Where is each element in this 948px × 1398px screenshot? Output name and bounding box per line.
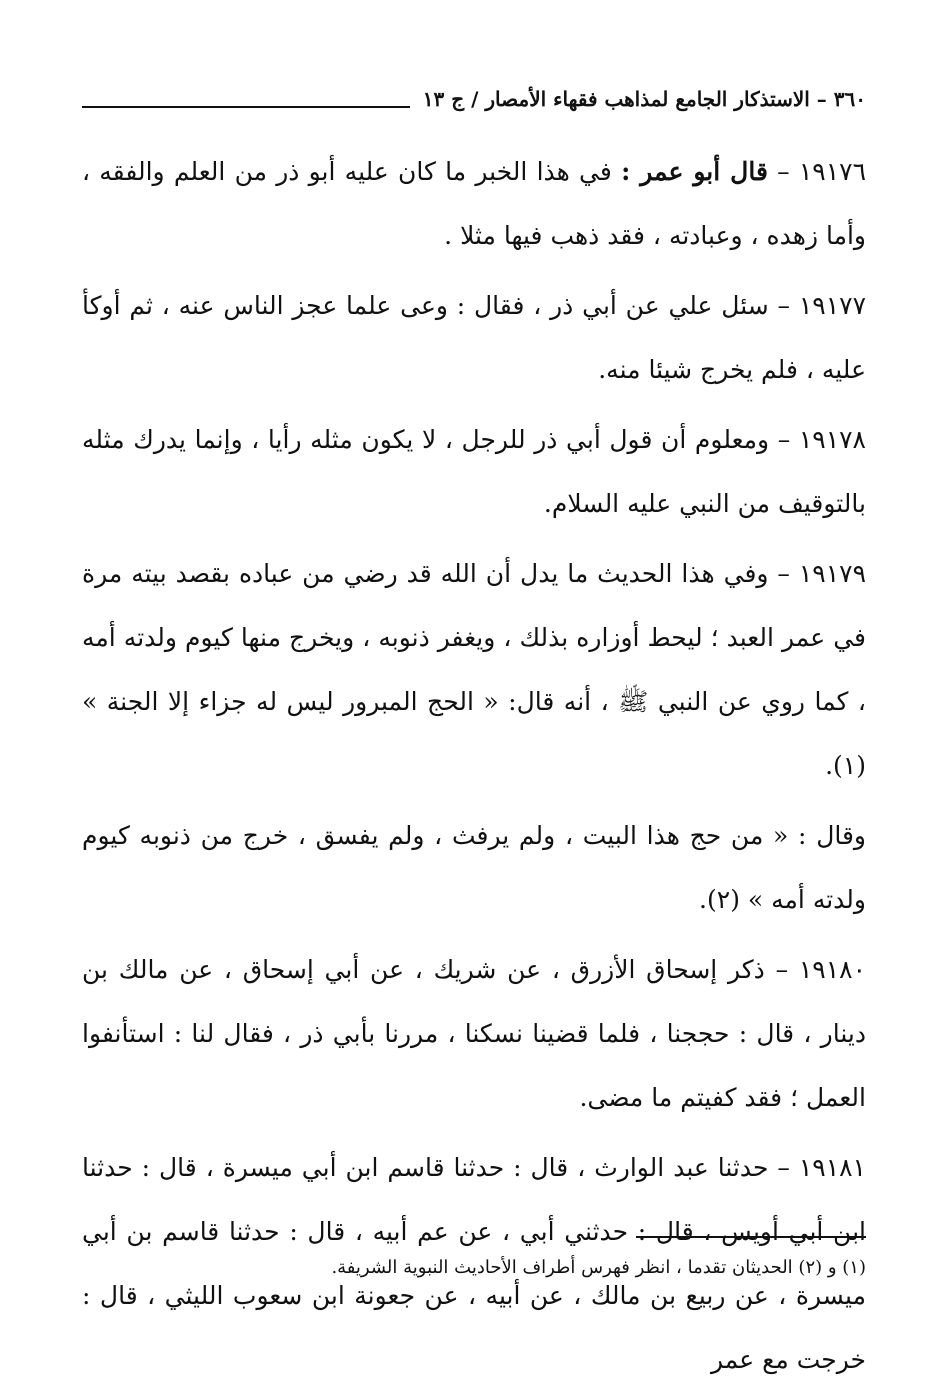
footnote-rule — [636, 1236, 866, 1238]
paragraph-number: ١٩١٨١ – — [777, 1153, 866, 1182]
paragraph-text: ذكر إسحاق الأزرق ، عن شريك ، عن أبي إسحاق ، عن مالك بن دينار ، قال : حججنا ، فلما قضينا نسكنا ، مررنا بأبي ذر ، فقال لنا : استأنفوا العمل ؛ فقد كفيتم ما مضى. — [82, 955, 866, 1112]
paragraph-continuation — [82, 804, 866, 932]
paragraph-19177 — [82, 274, 866, 402]
paragraph-text: حدثنا عبد الوارث ، قال : حدثنا قاسم ابن أبي ميسرة ، قال : حدثنا ابن أبي أويس ، قال : حدثني أبي ، عن عم أبيه ، قال : حدثنا قاسم بن أبي ميسرة ، عن ربيع بن مالك ، عن أبيه ، عن جعونة ابن سعوب الليثي ، قال : خرجت مع عمر — [82, 1153, 866, 1374]
paragraph-text: وقال : « من حج هذا البيت ، ولم يرفث ، ولم يفسق ، خرج من ذنوبه كيوم ولدته أمه » (٢). — [82, 821, 866, 914]
paragraph-number: ١٩١٨٠ – — [775, 955, 866, 984]
running-header: ٣٦٠ – الاستذكار الجامع لمذاهب فقهاء الأمصار / ج ١٣ — [422, 87, 866, 111]
paragraph-text: وفي هذا الحديث ما يدل أن الله قد رضي من عباده بقصد بيته مرة في عمر العبد ؛ ليحط أوزاره بذلك ، ويغفر ذنوبه ، ويخرج منها كيوم ولدته أمه ، كما روي عن النبي ﷺ ، أنه قال: « الحج المبرور ليس له جزاء إلا الجنة » (١). — [82, 559, 866, 780]
paragraph-19180 — [82, 938, 866, 1130]
footnote: (١) و (٢) الحديثان تقدما ، انظر فهرس أطراف الأحاديث النبوية الشريفة. — [331, 1257, 866, 1278]
paragraph-number: ١٩١٧٩ – — [777, 559, 866, 588]
header-rule — [82, 106, 410, 108]
paragraph-text: سئل علي عن أبي ذر ، فقال : وعى علما عجز الناس عنه ، ثم أوكأ عليه ، فلم يخرج شيئا منه. — [82, 291, 866, 384]
paragraph-text: في هذا الخبر ما كان عليه أبو ذر من العلم والفقه ، وأما زهده ، وعبادته ، فقد ذهب فيها مثلا . — [82, 157, 866, 250]
page-header — [82, 84, 866, 120]
paragraph-19178 — [82, 408, 866, 536]
paragraph-19179 — [82, 542, 866, 798]
paragraph-19176 — [82, 140, 866, 268]
paragraph-number: ١٩١٧٦ – — [777, 157, 866, 186]
paragraph-number: ١٩١٧٨ – — [777, 425, 866, 454]
paragraph-text: ومعلوم أن قول أبي ذر للرجل ، لا يكون مثله رأيا ، وإنما يدرك مثله بالتوقيف من النبي عليه السلام. — [82, 425, 866, 518]
main-text — [82, 140, 866, 1398]
paragraph-number: ١٩١٧٧ – — [777, 291, 867, 320]
speaker-label: قال أبو عمر : — [621, 157, 768, 186]
